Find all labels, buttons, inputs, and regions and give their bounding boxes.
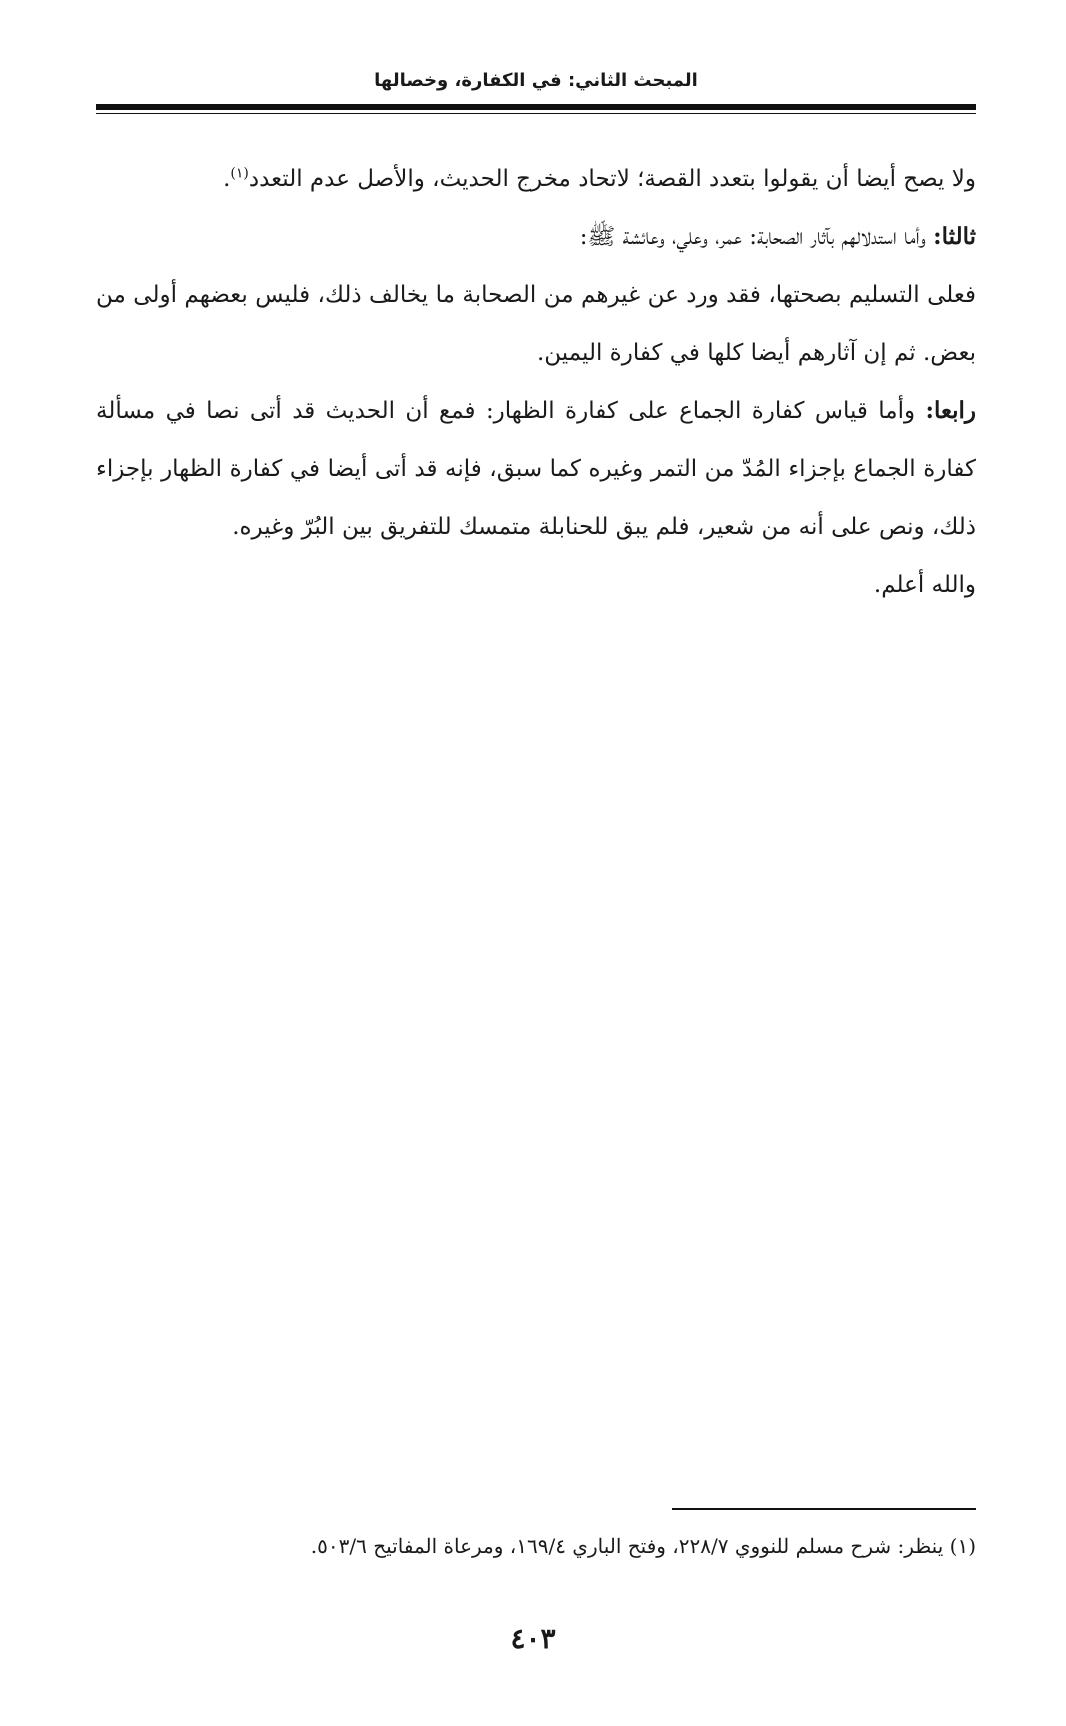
footnote: (١) ينظر: شرح مسلم للنووي ٢٢٨/٧، وفتح الباري ١٦٩/٤، ومرعاة المفاتيح ٥٠٣/٦.: [310, 1534, 976, 1558]
paragraph-2-text: وأما استدلالهم بآثار الصحابة: عمر، وعلي، وعائشة ﷺ:: [579, 224, 934, 250]
paragraph-4-lead: رابعا:: [925, 397, 976, 424]
header-rule-thin: [96, 113, 976, 114]
page-number: ٤٠٣: [510, 1622, 556, 1655]
paragraph-2: [96, 208, 976, 266]
header-rule: [96, 104, 976, 110]
paragraph-1-end: .: [223, 166, 231, 192]
body-text: [96, 150, 976, 614]
running-header: المبحث الثاني: في الكفارة، وخصالها: [374, 70, 698, 91]
paragraph-1: [96, 150, 976, 208]
footnote-reference[interactable]: (١): [230, 165, 249, 182]
paragraph-2-lead: ثالثا:: [933, 223, 976, 250]
paragraph-1-text: ولا يصح أيضا أن يقولوا بتعدد القصة؛ لاتحاد مخرج الحديث، والأصل عدم التعدد: [248, 166, 976, 192]
paragraph-3: فعلى التسليم بصحتها، فقد ورد عن غيرهم من الصحابة ما يخالف ذلك، فليس بعضهم أولى من بعض. ثم إن آثارهم أيضا كلها في كفارة اليمين.: [96, 282, 976, 366]
footnote-rule: [672, 1508, 976, 1510]
paragraph-4-text: وأما قياس كفارة الجماع على كفارة الظهار: فمع أن الحديث قد أتى نصا في مسألة كفارة الجماع بإجزاء المُدّ من التمر وغيره كما سبق، فإنه قد أتى أيضا في كفارة الظهار بإجزاء ذلك، ونص على أنه من شعير، فلم يبق للحنابلة متمسك للتفريق بين البُرّ وغيره.: [96, 398, 976, 540]
paragraph-5: والله أعلم.: [873, 572, 976, 598]
paragraph-4: [96, 382, 976, 556]
